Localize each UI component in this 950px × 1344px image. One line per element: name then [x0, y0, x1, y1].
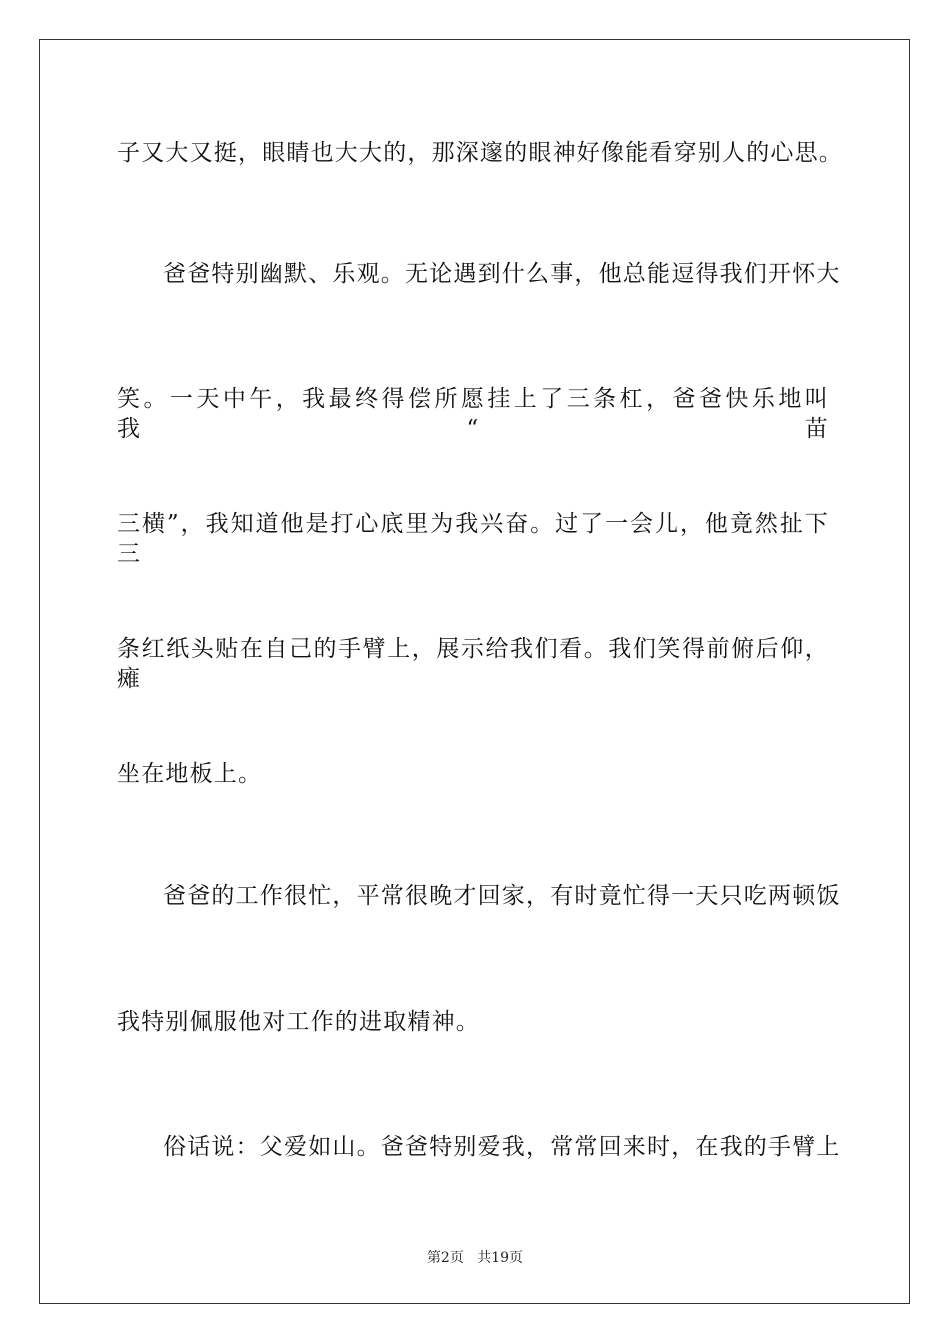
page-number: 第2页 [426, 1250, 464, 1266]
text-line-4: 三横”，我知道他是打心底里为我兴奋。过了一会儿，他竟然扯下三 [117, 511, 829, 567]
text-line-1: 子又大又挺，眼睛也大大的，那深邃的眼神好像能看穿别人的心思。 [117, 140, 843, 166]
page-total: 共19页 [477, 1250, 524, 1266]
page-footer [0, 1247, 950, 1267]
text-line-5: 条红纸头贴在自己的手臂上，展示给我们看。我们笑得前俯后仰，瘫 [117, 636, 829, 692]
text-line-9: 俗话说：父爱如山。爸爸特别爱我，常常回来时，在我的手臂上 [163, 1134, 841, 1160]
text-line-6: 坐在地板上。 [117, 761, 263, 787]
text-line-3: 笑。一天中午，我最终得偿所愿挂上了三条杠，爸爸快乐地叫我“苗 [117, 386, 829, 442]
text-line-7: 爸爸的工作很忙，平常很晚才回家，有时竟忙得一天只吃两顿饭 [163, 883, 841, 909]
text-line-8: 我特别佩服他对工作的进取精神。 [117, 1009, 480, 1035]
text-line-2: 爸爸特别幽默、乐观。无论遇到什么事，他总能逗得我们开怀大 [163, 261, 841, 287]
